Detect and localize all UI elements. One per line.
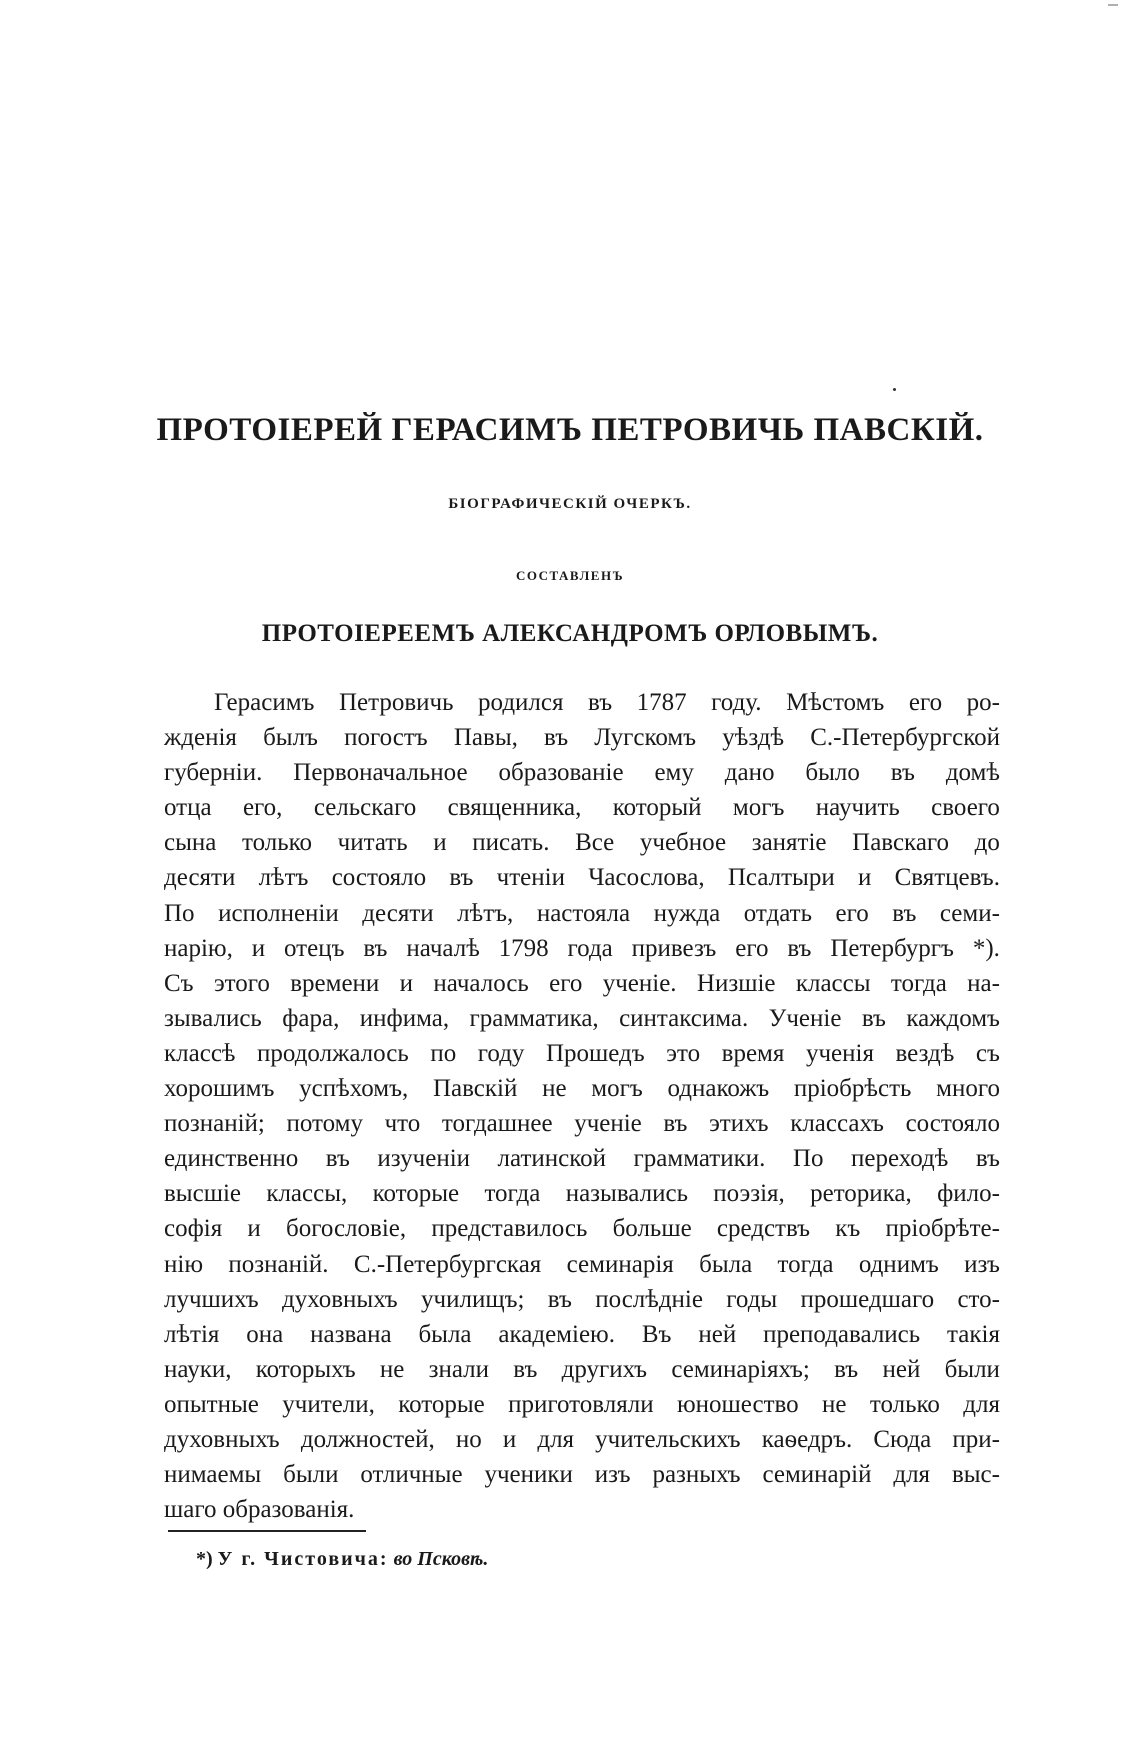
body-line: познаній; потому что тогдашнее ученіе въ этихъ классахъ состояло	[164, 1110, 1000, 1138]
body-line: шаго образованія.	[164, 1496, 355, 1524]
subtitle: БІОГРАФИЧЕСКІЙ ОЧЕРКЪ.	[448, 496, 692, 512]
ink-dot	[893, 388, 896, 391]
body-line: нію познаній. С.-Петербургская семинарія была тогда однимъ изъ	[164, 1250, 1000, 1278]
body-text	[164, 685, 1000, 1527]
body-line: единственно въ изученіи латинской грамматики. По переходѣ въ	[164, 1145, 1000, 1173]
body-line: науки, которыхъ не знали въ другихъ семинаріяхъ; въ ней были	[164, 1355, 1000, 1383]
scan-edge-mark	[1108, 4, 1118, 6]
body-line: сына только читать и писать. Все учебное занятіе Павскаго до	[164, 829, 1000, 857]
body-line: нимаемы были отличные ученики изъ разныхъ семинарій для выс-	[164, 1461, 1000, 1489]
body-line: Герасимъ Петровичь родился въ 1787 году. Мѣстомъ его ро-	[214, 689, 1000, 716]
author-line: ПРОТОІЕРЕЕМЪ АЛЕКСАНДРОМЪ ОРЛОВЫМЪ.	[261, 620, 879, 647]
body-line: зывались фара, инфима, грамматика, синтаксима. Ученіе въ каждомъ	[164, 1004, 1000, 1032]
body-line: десяти лѣтъ состояло въ чтеніи Часослова, Псалтыри и Святцевъ.	[164, 864, 1000, 892]
body-line: По исполненіи десяти лѣтъ, настояла нужда отдать его въ семи-	[164, 899, 1000, 927]
body-line: нарію, и отецъ въ началѣ 1798 года привезъ его въ Петербургъ *).	[164, 934, 1000, 962]
body-line: лѣтія она названа была академіею. Въ ней преподавались такія	[164, 1320, 1000, 1348]
footnote-marker: *)	[196, 1548, 213, 1570]
footnote-rule	[168, 1530, 366, 1532]
body-line: отца его, сельскаго священника, который могъ научить своего	[164, 794, 1000, 822]
body-line: лучшихъ духовныхъ училищъ; въ послѣдніе годы прошедшаго сто-	[164, 1285, 1000, 1313]
body-line: духовныхъ должностей, но и для учительскихъ каѳедръ. Сюда при-	[164, 1425, 1000, 1453]
body-line: губерніи. Первоначальное образованіе ему дано было въ домѣ	[164, 759, 1000, 787]
compiled-by-label: СОСТАВЛЕНЪ	[515, 568, 625, 583]
footnote	[196, 1548, 488, 1571]
footnote-text: во Псковѣ.	[393, 1548, 489, 1570]
body-line: классѣ продолжалось по году Прошедъ это время ученія вездѣ съ	[164, 1039, 1000, 1067]
body-line: софія и богословіе, представилось больше средствъ къ пріобрѣте-	[164, 1215, 1000, 1243]
body-line: высшіе классы, которые тогда назывались поэзія, реторика, фило-	[164, 1180, 1000, 1208]
footnote-source: У г. Чистовича:	[217, 1548, 389, 1570]
body-line: Съ этого времени и началось его ученіе. Низшіе классы тогда на-	[164, 969, 1000, 997]
body-line: жденія былъ погостъ Павы, въ Лугскомъ уѣздѣ С.-Петербургской	[164, 724, 1000, 752]
body-line: опытные учители, которые приготовляли юношество не только для	[164, 1390, 1000, 1418]
body-line: хорошимъ успѣхомъ, Павскій не могъ однакожъ пріобрѣсть много	[164, 1075, 1000, 1103]
page-title: ПРОТОІЕРЕЙ ГЕРАСИМЪ ПЕТРОВИЧЬ ПАВСКІЙ.	[156, 412, 984, 448]
